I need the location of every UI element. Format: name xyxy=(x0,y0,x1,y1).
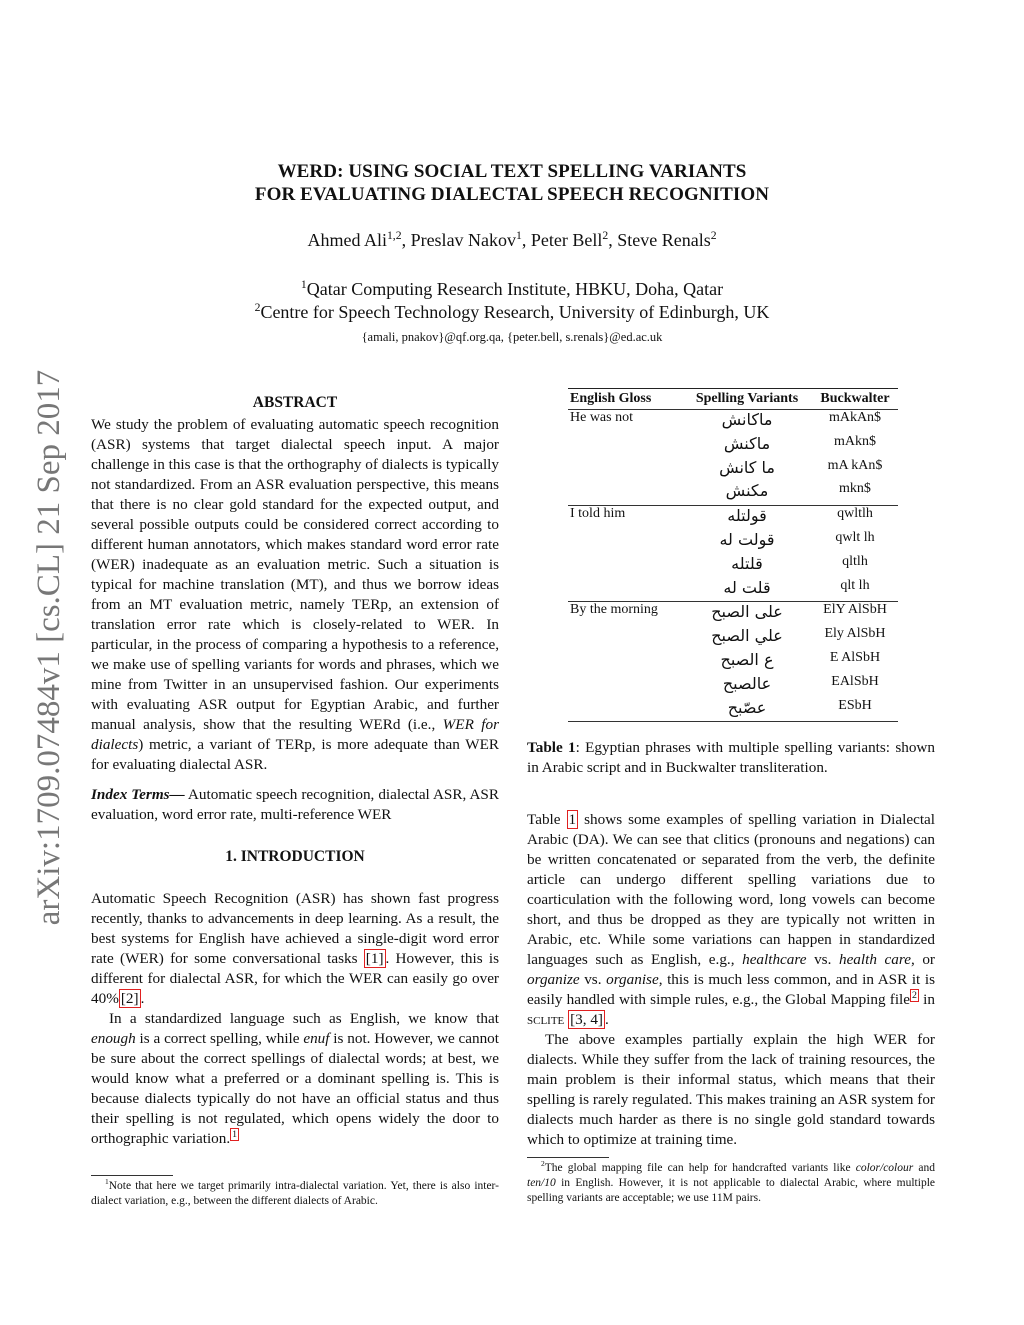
intro-paragraph-1: Automatic Speech Recognition (ASR) has shown fast progress recently, thanks to advancements in deep learning. As a result, the best systems for English have achieved a single-digit word error rate (WER) for some conversational tasks [1] . However, this is different for dialectal ASR, for which the WER can easily go over 40% [2] . xyxy=(91,890,499,1007)
right-column xyxy=(527,810,935,1150)
title-line-1: WERD: USING SOCIAL TEXT SPELLING VARIANTS xyxy=(277,161,747,182)
footnote-2: $^2$The global mapping file can help for handcrafted variants like color/colour and ten/10 in English. However, it is not applicable to dialectal Arabic, where multiple spelling variants are acceptable; we use 11M pairs. xyxy=(527,1159,935,1204)
table-row: قلت له qlt lh xyxy=(568,578,898,602)
title-line-2: FOR EVALUATING DIALECTAL SPEECH RECOGNITION xyxy=(254,184,770,205)
table-row: ع الصبح E AlSbH xyxy=(720,649,881,669)
author: Ahmed Ali$^{1,2}$, xyxy=(307,229,411,250)
right-paragraph-1: Table 1 shows some examples of spelling variation in Dialectal Arabic (DA). We can see that clitics (pronouns and negations) can be written concatenated or separated from the verb, the definite article can undergo different spelling variations due to coarticulation with the following word, long vowels can become short, and thus be dropped as they are typically not written in Arabic, etc. While some variations can happen in standardized languages such as English, e.g., healthcare vs. health care, or organize vs. organise, this is much less common, and in ASR it is easily handled with simple rules, e.g., the Global Mapping file $^2$ in sclite [3, 4] . xyxy=(527,811,935,1028)
table-row: He was not ماكانش mAkAn$ xyxy=(570,410,882,429)
author-list xyxy=(0,230,1024,251)
table-row: By the morning على الصبح ElY AlSbH xyxy=(570,602,887,622)
table-row: عصّبح ESbH xyxy=(568,698,898,722)
footnote-rule xyxy=(91,1175,173,1176)
column-header: Buckwalter xyxy=(812,389,898,410)
table-row: ماكنش mAkn$ xyxy=(723,433,876,453)
paper-title xyxy=(0,160,1024,206)
table-row: قلتله qltlh xyxy=(731,553,868,573)
footnote-link[interactable]: 2 xyxy=(912,989,917,1001)
table-link[interactable]: 1 xyxy=(568,811,577,828)
table-1 xyxy=(568,388,900,722)
index-terms: Index Terms— Automatic speech recognition, dialectal ASR, ASR evaluation, word error rate, multi-reference WER xyxy=(91,786,500,823)
affiliation-1: $^1$Qatar Computing Research Institute, HBKU, Doha, Qatar xyxy=(300,278,724,299)
affiliations xyxy=(0,278,1024,324)
spelling-variants-table xyxy=(568,388,898,722)
footnote-link[interactable]: 1 xyxy=(232,1128,238,1140)
left-column xyxy=(91,393,499,1149)
affiliation-2: $^2$Centre for Speech Technology Research, University of Edinburgh, UK xyxy=(254,301,770,322)
table-row: I told him قولتله qwltlh xyxy=(570,506,873,526)
author: Preslav Nakov$^1$, xyxy=(410,229,531,250)
author-emails: {amali, pnakov}@qf.org.qa, {peter.bell, s.renals}@ed.ac.uk xyxy=(361,330,663,344)
introduction-heading: 1. INTRODUCTION xyxy=(225,848,365,865)
abstract-heading: ABSTRACT xyxy=(252,394,338,411)
abstract-text: We study the problem of evaluating automatic speech recognition (ASR) systems that target dialectal speech input. A major challenge in this case is that the orthography of dialects is typically not standardized. From an ASR evaluation perspective, this means that there is no clear gold standard for the expected output, and several possible outputs could be considered correct according to different human annotators, which makes standard word error rate (WER) inadequate as an evaluation metric. Such a situation is typical for machine translation (MT), and thus we borrow ideas from an MT evaluation metric, namely TERp, an extension of translation error rate which is closely-related to WER. In particular, in the process of comparing a hypothesis to a reference, we make use of spelling variants for words and phrases, which we mine from Twitter in an unsupervised fashion. Our experiments with evaluating ASR output for Egyptian Arabic, and further manual analysis, show that the resulting WERd (i.e., WER for dialects) metric, a variant of TERp, is more adequate than WER for evaluating dialectal ASR. xyxy=(91,416,499,773)
table-row: قولت له qwlt lh xyxy=(719,529,875,549)
column-header: English Gloss xyxy=(568,389,682,410)
footnote-1: $^1$Note that here we target primarily intra-dialectal variation. Yet, there is also inter-dialect variation, e.g., between the different dialects of Arabic. xyxy=(91,1177,499,1207)
table-row: مكنش mkn$ xyxy=(568,481,898,505)
arxiv-id: arXiv:1709.07484v1 [cs.CL] 21 Sep 2017 xyxy=(31,369,68,925)
arxiv-side-stamp xyxy=(30,352,70,942)
table-row: علي الصبح Ely AlSbH xyxy=(711,626,886,646)
footnote-rule xyxy=(527,1157,609,1158)
table-row: ما كانش mA kAn$ xyxy=(719,457,883,477)
table-caption: Table 1: Egyptian phrases with multiple spelling variants: shown in Arabic script and in Buckwalter transliteration. xyxy=(527,739,935,776)
author: Peter Bell$^2$, xyxy=(530,229,618,250)
citation-link[interactable]: [2] xyxy=(120,990,139,1007)
table-header-row xyxy=(568,389,898,410)
table-row: عالصبح EAlSbH xyxy=(722,673,879,693)
right-paragraph-2: The above examples partially explain the high WER for dialects. While they suffer from the lack of training resources, the main problem is their informal status, which means that their spelling is rarely regulated. This makes training an ASR system for dialects much harder as there is no single gold standard towards which to optimize at training time. xyxy=(527,1031,935,1148)
citation-link[interactable]: [1] xyxy=(365,950,384,967)
column-header: Spelling Variants xyxy=(682,389,812,410)
author: Steve Renals$^2$ xyxy=(617,229,717,250)
citation-link[interactable]: [3, 4] xyxy=(570,1011,603,1028)
intro-paragraph-2: In a standardized language such as English, we know that enough is a correct spelling, while enuf is not. However, we cannot be sure about the correct spellings of dialectal words; at best, we would know what a preferred or a dominant spelling is. This is because dialects typically do not have an official status and thus their spelling is not regulated, which opens widely the door to orthographic variation. $^1$ xyxy=(91,1010,499,1147)
